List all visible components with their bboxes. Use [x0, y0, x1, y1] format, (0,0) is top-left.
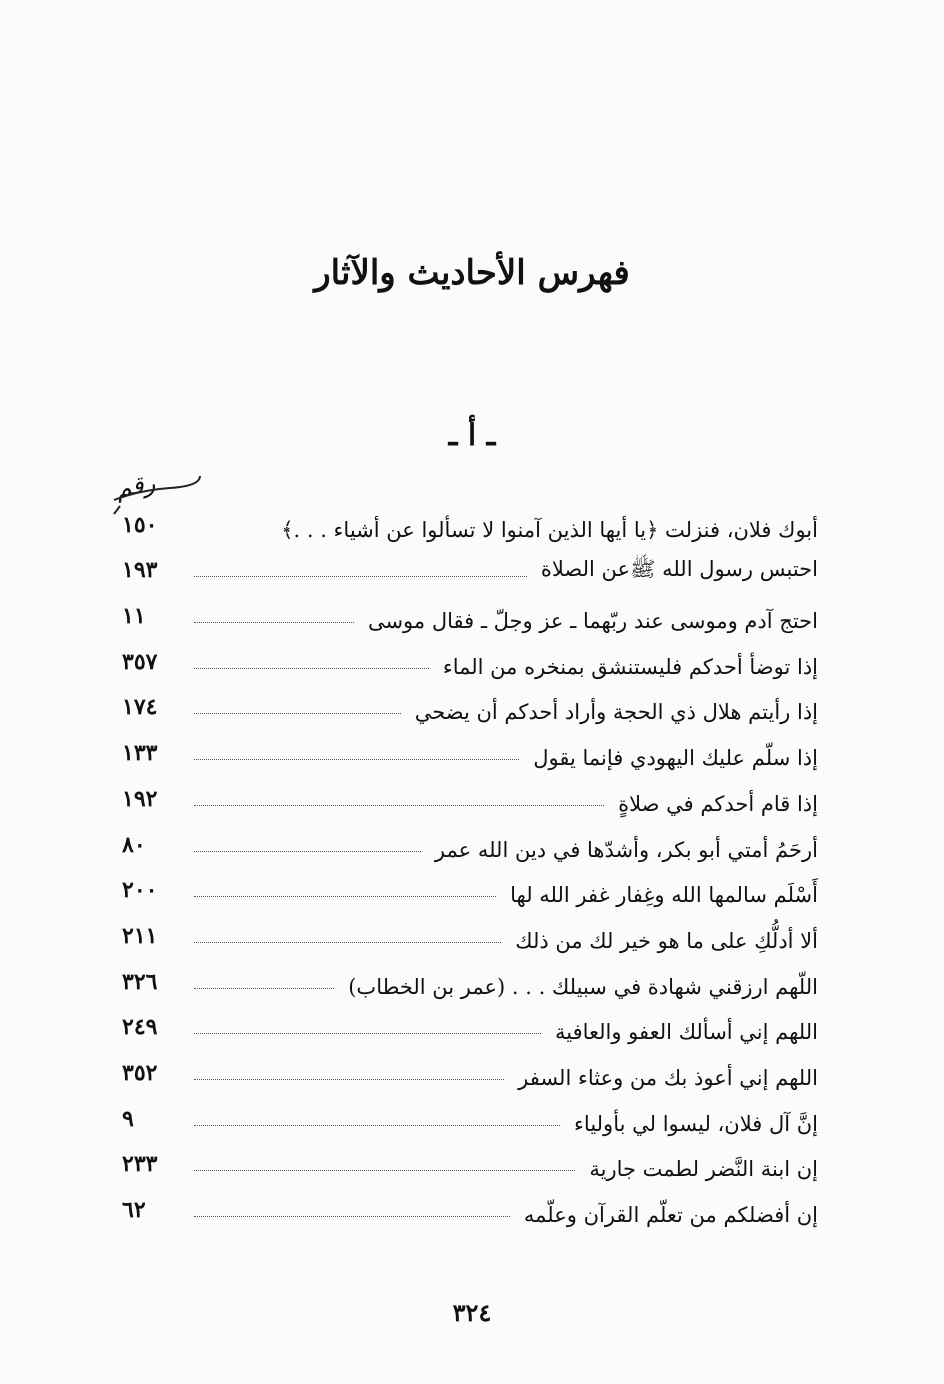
- page-number: ٣٢٤: [452, 1298, 492, 1327]
- index-entry: [118, 774, 818, 820]
- entry-text: احتبس رسول الله ﷺعن الصلاة: [540, 557, 818, 582]
- entry-text: أَسْلَم سالمها الله وغِفار غفر الله لها: [510, 883, 818, 908]
- entry-page-number: ١٣٣: [122, 740, 158, 767]
- index-entry: [118, 1003, 818, 1049]
- entry-text: اللهم إني أسألك العفو والعافية: [554, 1020, 818, 1045]
- index-entry: [118, 500, 818, 546]
- dot-leader: [194, 1215, 510, 1217]
- index-entry: [118, 591, 818, 637]
- entry-text: إن ابنة النَّضر لطمت جارية: [589, 1157, 818, 1182]
- dot-leader: [194, 850, 421, 852]
- dot-leader: [194, 758, 519, 760]
- index-entry: [118, 1048, 818, 1094]
- dot-leader: [194, 804, 604, 806]
- dot-leader: [194, 1032, 541, 1034]
- entry-page-number: ٦٢: [122, 1197, 146, 1223]
- dot-leader: [194, 621, 354, 623]
- entry-text: إن أفضلكم من تعلّم القرآن وعلّمه: [523, 1203, 818, 1227]
- dot-leader: [194, 895, 496, 897]
- dot-leader: [194, 575, 527, 577]
- index-entry: [118, 957, 818, 1003]
- dot-leader: [194, 1169, 575, 1171]
- entry-text: إذا رأيتم هلال ذي الحجة وأراد أحدكم أن يضحي: [414, 700, 818, 725]
- entry-page-number: ١١: [122, 603, 146, 630]
- entry-text: اللهم إني أعوذ بك من وعثاء السفر: [518, 1065, 818, 1090]
- entry-text: أرحَمُ أمتي أبو بكر، وأشدّها في دين الله عمر: [434, 837, 818, 862]
- index-entry: [118, 911, 818, 957]
- dot-leader: [194, 531, 267, 532]
- index-entry: [118, 1094, 818, 1140]
- entry-page-number: ١٩٣: [122, 557, 158, 584]
- entry-text: ألا أدلُّكِ على ما هو خير لك من ذلك: [515, 928, 818, 953]
- dot-leader: [194, 987, 334, 989]
- index-entry: [118, 683, 818, 729]
- index-entry: [118, 546, 818, 592]
- entry-text: إذا توضأ أحدكم فليستنشق بمنخره من الماء: [442, 654, 818, 679]
- entry-text: اللّهم ارزقني شهادة في سبيلك . . . (عمر بن الخطاب): [348, 974, 818, 999]
- section-letter-heading: ـ أ ـ: [448, 418, 496, 453]
- index-entries-list: [118, 500, 818, 1231]
- entry-page-number: ٢٤٩: [122, 1014, 158, 1041]
- index-entry: [118, 1140, 818, 1186]
- index-entry: [118, 820, 818, 866]
- entry-page-number: ٨٠: [122, 831, 146, 858]
- entry-page-number: ١٥٠: [122, 511, 158, 538]
- entry-page-number: ٢١١: [122, 922, 158, 949]
- dot-leader: [194, 667, 429, 669]
- entry-text: إذا قام أحدكم في صلاةٍ: [618, 791, 818, 816]
- index-entry: [118, 1185, 818, 1231]
- handwritten-label: رقم: [113, 468, 158, 504]
- entry-text: أبوك فلان، فنزلت ﴿يا أيها الذين آمنوا لا تسألوا عن أشياء . . .﴾: [281, 517, 818, 542]
- entry-page-number: ٢٣٣: [122, 1151, 158, 1178]
- entry-text: إنَّ آل فلان، ليسوا لي بأولياء: [574, 1111, 818, 1136]
- entry-page-number: ١٧٤: [122, 694, 158, 721]
- dot-leader: [194, 1078, 504, 1080]
- entry-text: إذا سلّم عليك اليهودي فإنما يقول: [533, 746, 818, 771]
- entry-page-number: ٢٠٠: [122, 877, 158, 904]
- dot-leader: [194, 1124, 560, 1126]
- entry-page-number: ٣٥٧: [122, 648, 158, 675]
- entry-text: احتج آدم وموسى عند ربّهما ـ عز وجلّ ـ فقال موسى: [367, 609, 818, 634]
- entry-page-number: ٣٥٢: [122, 1059, 158, 1086]
- index-entry: [118, 866, 818, 912]
- dot-leader: [194, 712, 401, 714]
- index-entry: [118, 637, 818, 683]
- entry-page-number: ٩: [122, 1105, 134, 1132]
- entry-page-number: ١٩٢: [122, 785, 158, 812]
- page-title: فهرس الأحاديث والآثار: [314, 253, 630, 293]
- entry-page-number: ٣٢٦: [122, 968, 158, 995]
- index-entry: [118, 728, 818, 774]
- dot-leader: [194, 941, 501, 943]
